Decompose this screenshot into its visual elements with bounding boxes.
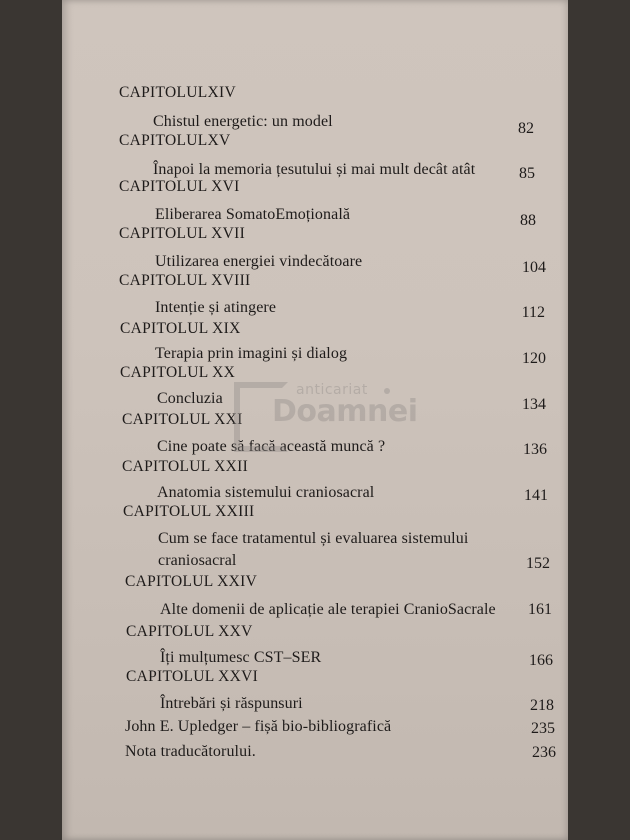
page-number: 88 bbox=[520, 212, 536, 229]
page-number: 104 bbox=[522, 259, 546, 276]
chapter-heading: CAPITOLUL XVII bbox=[119, 225, 246, 242]
page-number: 134 bbox=[522, 396, 546, 413]
chapter-heading: CAPITOLUL XVIII bbox=[119, 272, 251, 289]
chapter-title: Întrebări și răspunsuri bbox=[160, 695, 303, 712]
watermark-main-text: Doamnei bbox=[272, 394, 418, 429]
chapter-title: Concluzia bbox=[157, 390, 223, 407]
chapter-title: Eliberarea SomatoEmoțională bbox=[155, 206, 351, 223]
page-number: 141 bbox=[524, 487, 548, 504]
chapter-heading: CAPITOLULXV bbox=[119, 132, 231, 149]
chapter-heading: CAPITOLUL XX bbox=[120, 364, 236, 381]
chapter-title: Alte domenii de aplicație ale terapiei CranioSacrale bbox=[160, 601, 496, 618]
chapter-title: Cine poate să facă această muncă ? bbox=[157, 438, 386, 455]
appendix-title: Nota traducătorului. bbox=[125, 743, 256, 760]
page-number: 236 bbox=[532, 744, 556, 761]
page-number: 218 bbox=[530, 697, 554, 714]
page-number: 161 bbox=[528, 601, 552, 618]
chapter-heading: CAPITOLUL XXII bbox=[122, 458, 249, 475]
chapter-heading: CAPITOLUL XVI bbox=[119, 178, 240, 195]
page-number: 85 bbox=[519, 165, 535, 182]
page-number: 112 bbox=[521, 304, 545, 321]
watermark-top-text: anticariat bbox=[296, 382, 368, 398]
chapter-title: Terapia prin imagini și dialog bbox=[155, 345, 348, 362]
chapter-title: Utilizarea energiei vindecătoare bbox=[155, 253, 363, 270]
chapter-heading: CAPITOLUL XXIV bbox=[125, 573, 258, 590]
page-number: 136 bbox=[523, 441, 547, 458]
chapter-title: Îți mulțumesc CST–SER bbox=[160, 649, 322, 666]
page-number: 82 bbox=[518, 120, 534, 137]
chapter-title-continued: craniosacral bbox=[158, 552, 237, 569]
chapter-title: Intenție și atingere bbox=[155, 299, 277, 316]
chapter-title: Cum se face tratamentul și evaluarea sistemului bbox=[158, 530, 469, 547]
chapter-title: Înapoi la memoria țesutului și mai mult decât atât bbox=[153, 161, 476, 178]
chapter-title: Chistul energetic: un model bbox=[153, 113, 333, 130]
page-number: 235 bbox=[531, 720, 555, 737]
chapter-heading: CAPITOLUL XXV bbox=[126, 623, 253, 640]
page-number: 166 bbox=[529, 652, 553, 669]
chapter-heading: CAPITOLUL XXIII bbox=[123, 503, 255, 520]
chapter-heading: CAPITOLUL XXVI bbox=[126, 668, 259, 685]
chapter-heading: CAPITOLUL XXI bbox=[122, 411, 243, 428]
chapter-heading: CAPITOLUL XIX bbox=[120, 320, 241, 337]
page-number: 120 bbox=[522, 350, 546, 367]
appendix-title: John E. Upledger – fișă bio-bibliografică bbox=[125, 718, 392, 735]
chapter-title: Anatomia sistemului craniosacral bbox=[157, 484, 375, 501]
chapter-heading: CAPITOLULXIV bbox=[119, 84, 236, 101]
page-number: 152 bbox=[526, 555, 550, 572]
